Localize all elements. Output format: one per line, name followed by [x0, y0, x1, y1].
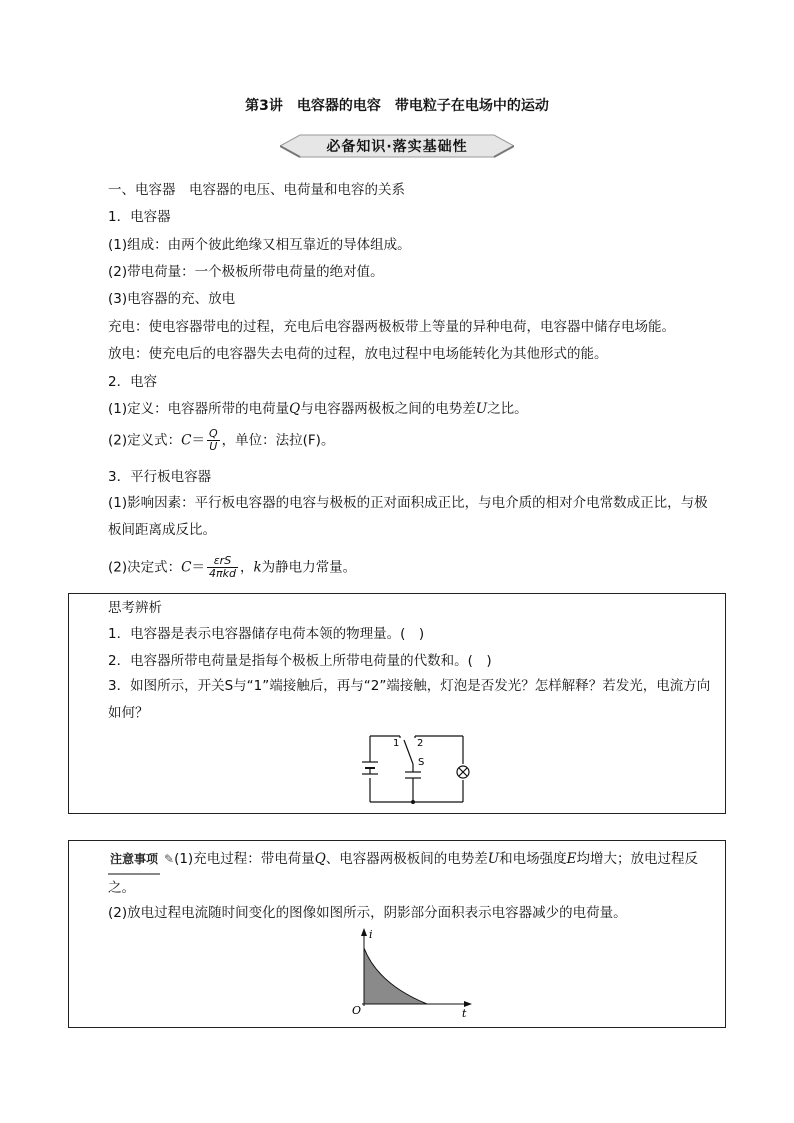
var-k: k — [253, 559, 262, 576]
var-q: Q — [314, 851, 326, 867]
subsection-title: 1．电容器 — [108, 209, 171, 225]
text: 和电场强度 — [499, 851, 567, 867]
paragraph-factors: (1)影响因素：平行板电容器的电容与极板的正对面积成正比，与电介质的相对介电常数成正比，与极板间距离成反比。 — [108, 495, 708, 538]
fraction-q-over-u — [207, 428, 220, 453]
text: 均增大；放电过程反之。 — [108, 851, 699, 896]
var-c: C — [181, 559, 192, 576]
text: 、电容器两极板间的电势差 — [325, 851, 488, 867]
pencil-icon: ✎ — [164, 852, 175, 866]
denominator: U — [209, 440, 218, 453]
circuit-diagram — [355, 732, 470, 807]
numerator: Q — [208, 427, 218, 440]
paragraph-formula: (2)决定式：C＝ $\frac{\text{εrS}}{\text{4πkd}}$ ，k为静电力常量。 — [108, 554, 357, 580]
paragraph: (3)电容器的充、放电 — [108, 291, 236, 307]
text: 之比。 — [487, 401, 528, 417]
switch-terminal-1: 1 — [393, 738, 400, 749]
fraction-capacitance — [207, 555, 238, 580]
x-axis-label: t — [462, 1007, 467, 1018]
note-tag: 注意事项 — [108, 846, 160, 875]
var-q: Q — [289, 401, 301, 417]
discharge-current-graph — [352, 926, 477, 1018]
origin-label: O — [352, 1004, 362, 1017]
text: (2)定义式： — [108, 432, 182, 449]
y-axis-label: i — [369, 928, 373, 941]
var-u: U — [487, 851, 500, 867]
text: 与电容器两极板之间的电势差 — [300, 401, 476, 417]
text: (2)决定式： — [108, 559, 182, 576]
page-title: 第3讲 电容器的电容 带电粒子在电场中的运动 — [245, 98, 549, 114]
paragraph-discharge: 放电：使充电后的电容器失去电荷的过程，放电过程中电场能转化为其他形式的能。 — [108, 346, 608, 362]
question: 2．电容器所带电荷量是指每个极板上所带电荷量的代数和。( ) — [108, 653, 492, 669]
paragraph-definition — [108, 399, 528, 419]
paragraph-formula — [108, 428, 334, 453]
subsection-title: 3．平行板电容器 — [108, 469, 212, 485]
think-heading: 思考辨析 — [108, 600, 162, 616]
paragraph-charge: 充电：使电容器带电的过程，充电后电容器两极板带上等量的异种电荷，电容器中储存电场能。 — [108, 319, 675, 335]
var-u: U — [475, 401, 488, 417]
section-banner: 必备知识·落实基础性 — [326, 139, 468, 155]
text: ，单位：法拉(F)。 — [221, 432, 335, 449]
var-e: E — [566, 851, 577, 867]
denominator: 4πkd — [208, 567, 236, 580]
switch-label: S — [418, 757, 425, 768]
text: (1)充电过程：带电荷量 — [174, 851, 315, 867]
switch-terminal-2: 2 — [417, 738, 424, 749]
paragraph: (2)带电荷量：一个极板所带电荷量的绝对值。 — [108, 264, 384, 280]
note-paragraph-1 — [108, 846, 718, 902]
equals: ＝ — [191, 432, 205, 449]
text: (1)定义：电容器所带的电荷量 — [108, 401, 290, 417]
subsection-title: 2．电容 — [108, 374, 158, 390]
equals: ＝ — [191, 559, 205, 576]
question: 1．电容器是表示电容器储存电荷本领的物理量。( ) — [108, 626, 425, 642]
question: 3．如图所示，开关S与“1”端接触后，再与“2”端接触，灯泡是否发光？怎样解释？若发光，电流方向如何？ — [108, 678, 711, 721]
paragraph: (1)组成：由两个彼此绝缘又相互靠近的导体组成。 — [108, 237, 411, 253]
text: 为静电力常量。 — [261, 559, 357, 576]
section-heading: 一、电容器 电容器的电压、电荷量和电容的关系 — [108, 182, 405, 198]
numerator: εrS — [207, 555, 238, 568]
note-paragraph-2: (2)放电过程电流随时间变化的图像如图所示，阴影部分面积表示电容器减少的电荷量。 — [108, 905, 627, 921]
var-c: C — [181, 432, 192, 449]
